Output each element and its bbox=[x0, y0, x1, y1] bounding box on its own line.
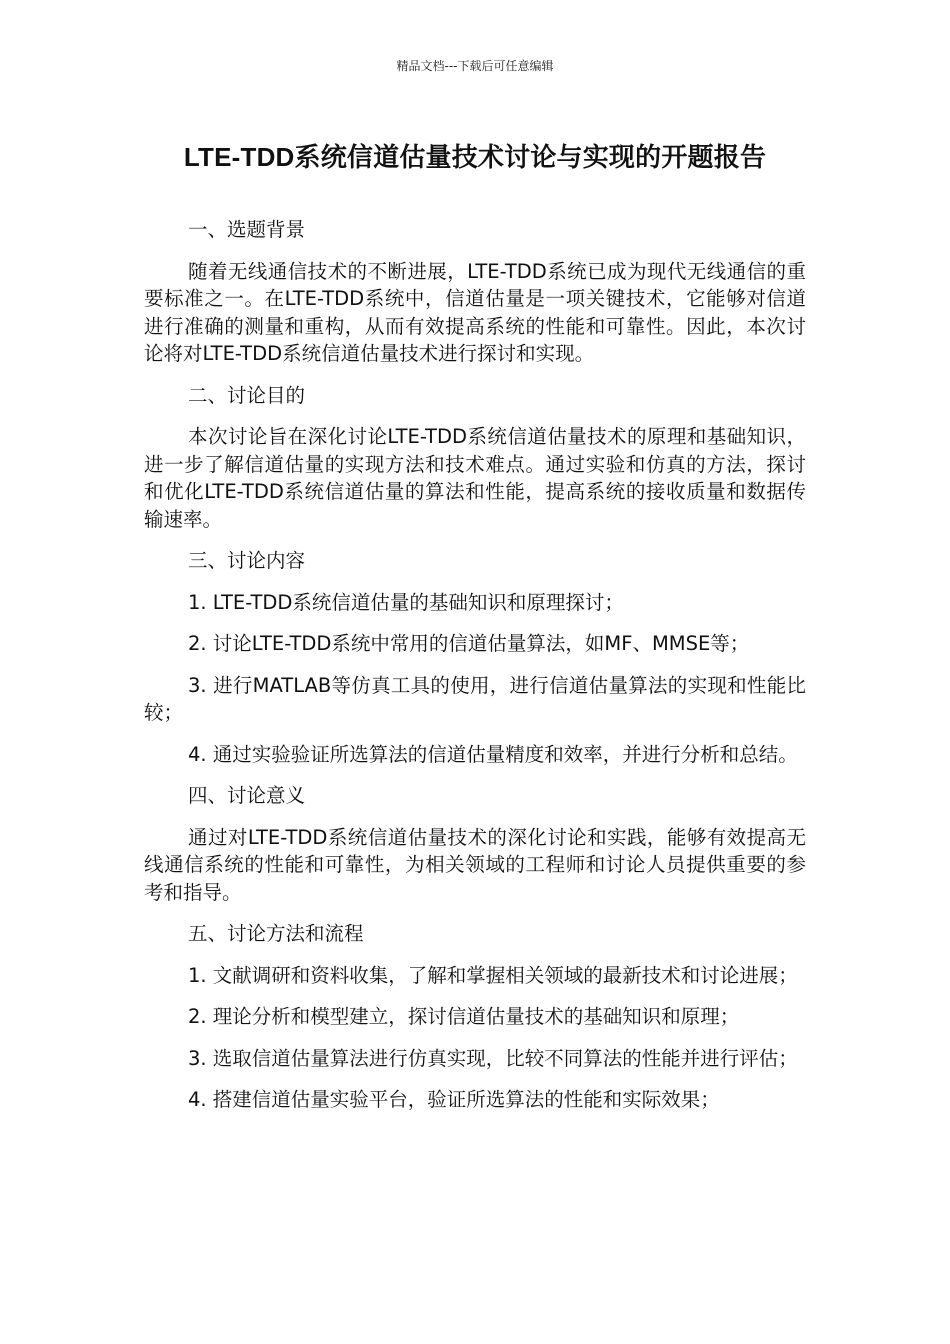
list-item-method-3: 3. 选取信道估量算法进行仿真实现，比较不同算法的性能并进行评估； bbox=[188, 1046, 798, 1070]
paragraph-background: 随着无线通信技术的不断进展，LTE-TDD系统已成为现代无线通信的重要标准之一。在LTE-TDD系统中，信道估量是一项关键技术，它能够对信道进行准确的测量和重构，从而有效提高系统的性能和可靠性。因此，本次讨论将对LTE-TDD系统信道估量技术进行探讨和实现。 bbox=[144, 259, 806, 365]
document-title: LTE-TDD系统信道估量技术讨论与实现的开题报告 bbox=[183, 142, 767, 172]
list-item-method-4: 4. 搭建信道估量实验平台，验证所选算法的性能和实际效果； bbox=[188, 1088, 720, 1111]
list-item-content-4: 4. 通过实验验证所选算法的信道估量精度和效率，并进行分析和总结。 bbox=[188, 742, 798, 766]
paragraph-significance: 通过对LTE-TDD系统信道估量技术的深化讨论和实践，能够有效提高无线通信系统的性能和可靠性，为相关领域的工程师和讨论人员提供重要的参考和指导。 bbox=[144, 825, 806, 904]
list-item-content-2: 2. 讨论LTE-TDD系统中常用的信道估量算法，如MF、MMSE等； bbox=[188, 632, 750, 655]
list-item-method-1: 1. 文献调研和资料收集，了解和掌握相关领域的最新技术和讨论进展； bbox=[188, 963, 798, 987]
section-heading-5: 五、讨论方法和流程 bbox=[188, 922, 364, 945]
document-body bbox=[144, 216, 806, 1128]
section-heading-4: 四、讨论意义 bbox=[188, 784, 306, 807]
section-heading-1: 一、选题背景 bbox=[188, 218, 306, 241]
header-note: 精品文档---下载后可任意编辑 bbox=[396, 59, 554, 73]
list-item-method-2: 2. 理论分析和模型建立，探讨信道估量技术的基础知识和原理； bbox=[188, 1005, 740, 1028]
section-heading-2: 二、讨论目的 bbox=[188, 383, 306, 407]
list-item-content-3: 3. 进行MATLAB等仿真工具的使用，进行信道估量算法的实现和性能比较； bbox=[144, 673, 806, 724]
section-heading-3: 三、讨论内容 bbox=[188, 549, 306, 572]
paragraph-purpose: 本次讨论旨在深化讨论LTE-TDD系统信道估量技术的原理和基础知识，进一步了解信道估量的实现方法和技术难点。通过实验和仿真的方法，探讨和优化LTE-TDD系统信道估量的算法和性能，提高系统的接收质量和数据传输速率。 bbox=[144, 425, 806, 531]
list-item-content-1: 1. LTE-TDD系统信道估量的基础知识和原理探讨； bbox=[188, 590, 624, 614]
